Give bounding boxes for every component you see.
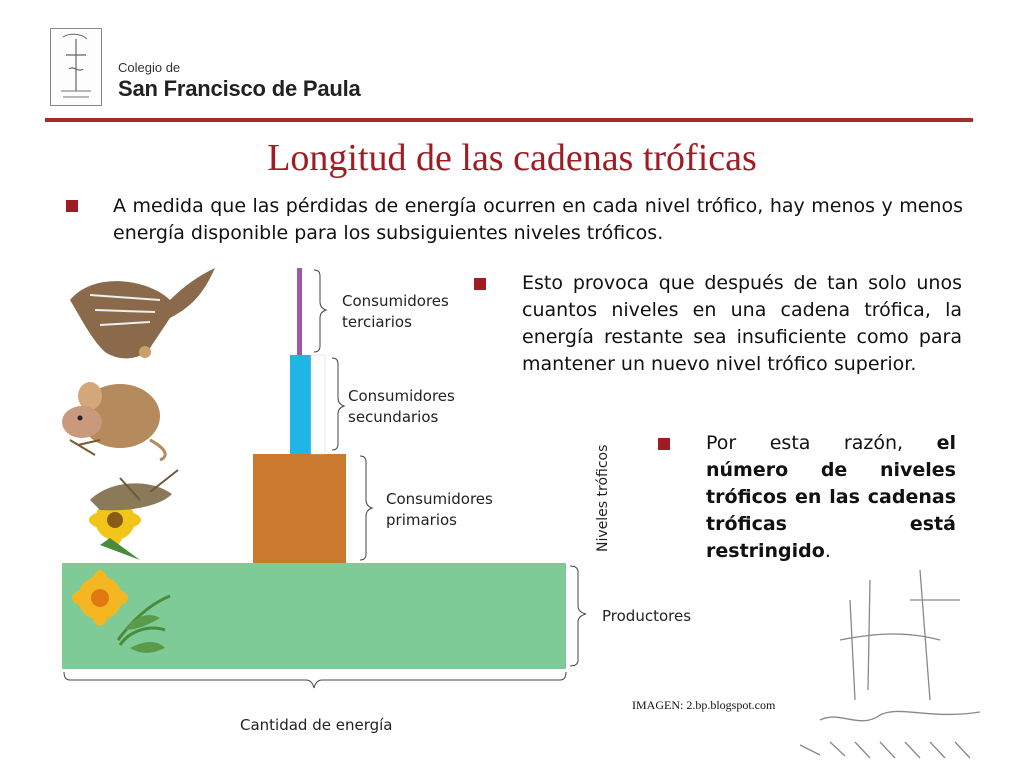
bullet-text-1: A medida que las pérdidas de energía ocurren en cada nivel trófico, hay menos y menos energía disponible para los subsiguientes niveles tróficos.: [113, 195, 963, 244]
mouse-icon: [62, 382, 165, 460]
label-tertiary-line2: terciarios: [342, 313, 412, 331]
bullet-3-post: .: [824, 540, 831, 562]
label-producers: Productores: [602, 607, 692, 625]
bullet-3-bold: el número de niveles tróficos en las cadenas tróficas está restringido: [706, 432, 956, 562]
level-bar-primary: [253, 454, 348, 563]
image-credit: IMAGEN: 2.bp.blogspot.com: [632, 698, 776, 712]
bullet-3-pre: Por esta razón,: [706, 432, 937, 454]
label-primary: [386, 489, 493, 531]
y-axis-label: Niveles tróficos: [595, 444, 611, 552]
label-primary-line2: primarios: [386, 511, 457, 529]
level-bar-tertiary: [297, 268, 302, 355]
grasshopper-on-flower-icon: [87, 470, 178, 560]
level-bar-secondary: [290, 355, 311, 454]
school-name: San Francisco de Paula: [118, 76, 361, 101]
hawk-icon: [70, 268, 215, 358]
label-primary-line1: Consumidores: [386, 490, 493, 508]
label-tertiary: [342, 291, 449, 333]
school-prefix: Colegio de: [118, 60, 181, 75]
level-bar-secondary-edge: [311, 355, 325, 454]
label-secondary: [348, 386, 455, 428]
slide-title: Longitud de las cadenas tróficas: [267, 137, 757, 179]
label-tertiary-line1: Consumidores: [342, 292, 449, 310]
bullet-text-2: Esto provoca que después de tan solo unos cuantos niveles en una cadena trófica, la energía restante sea insuficiente como para mantener un nuevo nivel trófico superior.: [522, 272, 962, 375]
label-secondary-line2: secundarios: [348, 408, 439, 426]
label-secondary-line1: Consumidores: [348, 387, 455, 405]
level-bar-primary-edge: [346, 454, 354, 563]
x-axis-label: Cantidad de energía: [240, 716, 393, 734]
signature-sketch-icon: [800, 570, 980, 758]
